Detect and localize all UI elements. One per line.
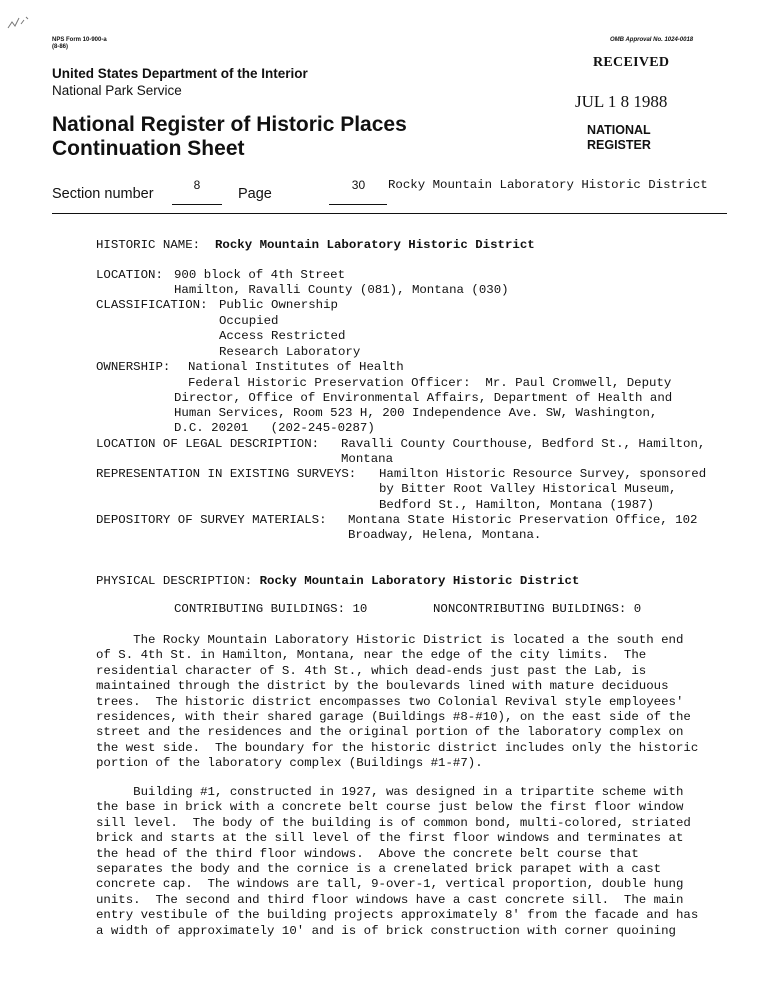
paragraph-2 [96, 785, 698, 939]
text-line: brick and starts at the sill level of the first floor windows and terminates at [96, 831, 684, 846]
historic-name-value: Rocky Mountain Laboratory Historic District [214, 238, 535, 252]
contributing-buildings: CONTRIBUTING BUILDINGS: 10 [174, 602, 368, 616]
text-line: the base in brick with a concrete belt course just below the first floor window [96, 800, 684, 815]
text-line: of S. 4th St. in Hamilton, Montana, near the edge of the city limits. The [96, 648, 647, 663]
department-name: United States Department of the Interior [52, 66, 308, 81]
historic-name-label: HISTORIC NAME: [96, 238, 201, 252]
ownership-line-4: Human Services, Room 523 H, 200 Independence Ave. SW, Washington, [174, 406, 658, 420]
text-line: residential character of S. 4th St., which dead-ends just past the Lab, is [96, 663, 647, 678]
text-line: a width of approximately 10' and is of brick construction with corner quoining [96, 923, 676, 938]
page-label: Page [238, 186, 272, 202]
omb-approval: OMB Approval No. 1024-0018 [610, 37, 694, 43]
classification-item: Public Ownership [219, 298, 338, 312]
text-line: separates the body and the cornice is a crenelated brick parapet with a cast [96, 862, 662, 877]
stamp-date: JUL 1 8 1988 [575, 92, 668, 111]
legal-description-line-2: Montana [341, 452, 394, 466]
page-number-field [329, 178, 387, 205]
ownership-label: OWNERSHIP: [96, 360, 171, 374]
text-line: residences, with their shared garage (Buildings #8-#10), on the east side of the [96, 710, 691, 725]
ownership-line-2: Federal Historic Preservation Officer: Mr. Paul Cromwell, Deputy [188, 376, 672, 390]
legal-description-line-1: Ravalli County Courthouse, Bedford St., Hamilton, [341, 437, 706, 451]
page-subtitle: Continuation Sheet [52, 137, 245, 160]
text-line: the west side. The boundary for the historic district includes only the historic [96, 740, 699, 755]
stamp-register: REGISTER [587, 138, 651, 152]
location-label: LOCATION: [96, 268, 163, 282]
text-line: sill level. The body of the building is of common bond, multi-colored, striated [96, 815, 691, 830]
depository-line-1: Montana State Historic Preservation Office, 102 [348, 513, 698, 527]
header-divider [52, 213, 727, 214]
text-line: entry vestibule of the building projects approximately 8' from the facade and has [96, 908, 699, 923]
text-line: Building #1, constructed in 1927, was designed in a tripartite scheme with [96, 785, 684, 799]
paragraph-1 [96, 633, 698, 772]
text-line: concrete cap. The windows are tall, 9-over-1, vertical proportion, double hung [96, 877, 684, 892]
surveys-label: REPRESENTATION IN EXISTING SURVEYS: [96, 467, 357, 481]
surveys-line-1: Hamilton Historic Resource Survey, sponsored [379, 467, 707, 481]
district-header: Rocky Mountain Laboratory Historic District [388, 178, 708, 192]
noncontributing-buildings: NONCONTRIBUTING BUILDINGS: 0 [433, 602, 642, 616]
physical-description-row [96, 574, 579, 589]
text-line: maintained through the district by the boulevards lined with mature deciduous [96, 679, 669, 694]
page-title: National Register of Historic Places [52, 113, 407, 136]
ownership-line-1: National Institutes of Health [188, 360, 404, 374]
ownership-line-3: Director, Office of Environmental Affairs, Department of Health and [174, 391, 673, 405]
location-line-2: Hamilton, Ravalli County (081), Montana (030) [174, 283, 509, 297]
text-line: trees. The historic district encompasses two Colonial Revival style employees' [96, 694, 684, 709]
historic-name-row [96, 238, 535, 253]
section-number-field [172, 178, 222, 205]
surveys-line-2: by Bitter Root Valley Historical Museum, [379, 482, 677, 496]
legal-description-label: LOCATION OF LEGAL DESCRIPTION: [96, 437, 320, 451]
text-line: units. The second and third floor windows have a cast concrete sill. The main [96, 892, 684, 907]
surveys-line-3: Bedford St., Hamilton, Montana (1987) [379, 498, 655, 512]
received-stamp: RECEIVED [593, 55, 670, 70]
classification-item: Access Restricted [219, 329, 346, 343]
classification-item: Occupied [219, 314, 279, 328]
depository-label: DEPOSITORY OF SURVEY MATERIALS: [96, 513, 327, 527]
text-line: The Rocky Mountain Laboratory Historic District is located a the south end [96, 633, 684, 647]
section-number-label: Section number [52, 186, 154, 202]
service-name: National Park Service [52, 83, 182, 98]
physical-description-value: Rocky Mountain Laboratory Historic District [259, 574, 580, 588]
depository-line-2: Broadway, Helena, Montana. [348, 528, 542, 542]
corner-mark [6, 14, 30, 34]
stamp-national: NATIONAL [587, 123, 651, 137]
form-date: (8-86) [52, 44, 69, 50]
ownership-line-5: D.C. 20201 (202-245-0287) [174, 421, 375, 435]
text-line: street and the residences and the original portion of the laboratory complex on [96, 725, 684, 740]
text-line: portion of the laboratory complex (Buildings #1-#7). [96, 756, 483, 771]
location-line-1: 900 block of 4th Street [174, 268, 346, 282]
section-number-value: 8 [193, 178, 201, 192]
page-number-value: 30 [351, 178, 366, 192]
classification-item: Research Laboratory [219, 345, 361, 359]
form-number: NPS Form 10-900-a [52, 37, 107, 43]
physical-description-label: PHYSICAL DESCRIPTION: [96, 574, 253, 588]
classification-label: CLASSIFICATION: [96, 298, 208, 312]
text-line: the head of the third floor windows. Above the concrete belt course that [96, 846, 639, 861]
